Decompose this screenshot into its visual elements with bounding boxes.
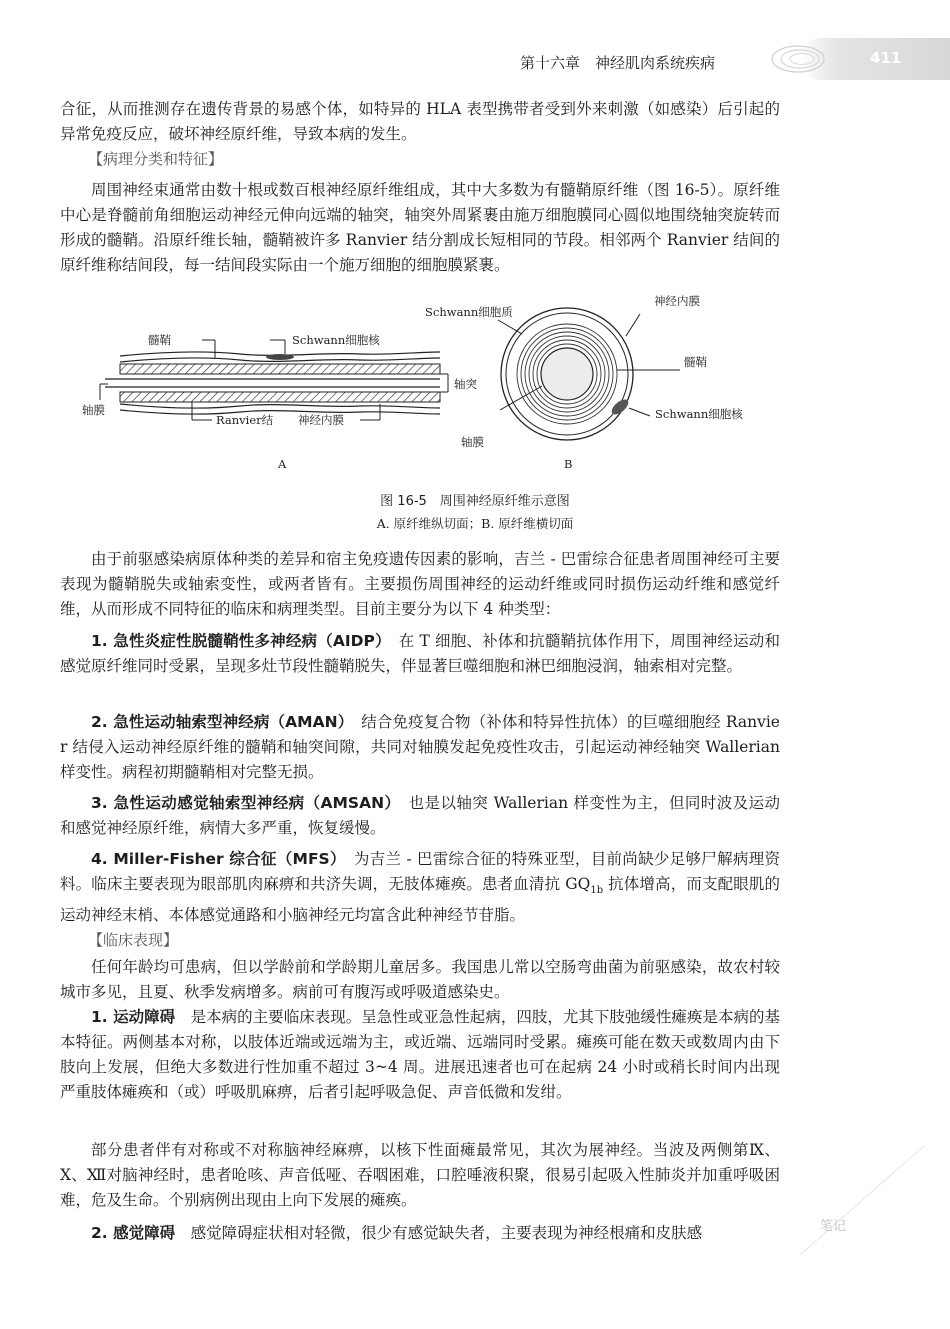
label-endoneurium-a: 神经内膜 bbox=[298, 413, 344, 427]
chapter-title: 第十六章 神经肌肉系统疾病 bbox=[520, 54, 716, 72]
item-text: 感觉障碍症状相对轻微，很少有感觉缺失者，主要表现为神经根痛和皮肤感 bbox=[190, 1224, 703, 1242]
paragraph: 合征，从而推测存在遗传背景的易感个体，如特异的 HLA 表型携带者受到外来刺激（如感染）后引起的异常免疫反应，破坏神经原纤维，导致本病的发生。 bbox=[60, 100, 780, 143]
figure-nerve-fiber-diagram bbox=[80, 292, 760, 482]
item-title: 2. 感觉障碍 bbox=[91, 1224, 176, 1242]
item-text: 也是以轴突 Wallerian 样变性为主，但同时波及运动和感觉神经原纤维，病情大多严重，恢复缓慢。 bbox=[60, 794, 781, 837]
list-item bbox=[60, 710, 780, 785]
list-item bbox=[60, 1221, 780, 1246]
paragraph: 周围神经束通常由数十根或数百根神经原纤维组成，其中大多数为有髓鞘原纤维（图 16-5）。原纤维中心是脊髓前角细胞运动神经元伸向远端的轴突，轴突外周紧裹由施万细胞膜同心圆似地围绕轴突旋转而形成的髓鞘。沿原纤维长轴，髓鞘被许多 Ranvier 结分割成长短相同的节段。相邻两个 Ranvier 结间的原纤维称结间段，每一结间段实际由一个施万细胞的细胞膜紧裹。 bbox=[60, 181, 780, 274]
list-item bbox=[60, 629, 780, 679]
margin-decoration-icon bbox=[790, 1140, 930, 1260]
subscript: 1b bbox=[590, 885, 604, 897]
section-heading: 【病理分类和特征】 bbox=[88, 150, 224, 168]
figure-subcaption: A. 原纤维纵切面；B. 原纤维横切面 bbox=[376, 516, 574, 531]
item-title: 2. 急性运动轴索型神经病（AMAN） bbox=[91, 713, 346, 731]
label-axolemma-b: 轴膜 bbox=[461, 435, 484, 449]
list-item bbox=[60, 791, 780, 841]
label-endoneurium-b: 神经内膜 bbox=[654, 294, 700, 308]
item-title: 1. 急性炎症性脱髓鞘性多神经病（AIDP） bbox=[91, 632, 384, 650]
figure-caption: 图 16-5 周围神经原纤维示意图 bbox=[380, 494, 570, 509]
label-ranvier: Ranvier结 bbox=[216, 413, 274, 427]
item-text: 抗体增高，而支配眼肌的运动神经末梢、本体感觉通路和小脑神经元均富含此种神经节苷脂。 bbox=[60, 875, 780, 925]
item-text: 结合免疫复合物（补体和特异性抗体）的巨噬细胞经 Ranvier 结侵入运动神经原纤维的髓鞘和轴突间隙，共同对轴膜发起免疫性攻击，引起运动神经轴突 Wallerian 样变性。病程初期髓鞘相对完整无损。 bbox=[60, 713, 780, 781]
panel-label-a: A bbox=[278, 457, 287, 471]
item-text: 为吉兰 - 巴雷综合征的特殊亚型，目前尚缺少足够尸解病理资料。临床主要表现为眼部肌肉麻痹和共济失调，无肢体瘫痪。患者血清抗 GQ bbox=[60, 850, 780, 893]
paragraph: 部分患者伴有对称或不对称脑神经麻痹，以核下性面瘫最常见，其次为展神经。当波及两侧第Ⅸ、Ⅹ、Ⅻ对脑神经时，患者呛咳、声音低哑、吞咽困难，口腔唾液积聚，很易引起吸入性肺炎并加重呼吸困难，危及生命。个别病例出现由上向下发展的瘫痪。 bbox=[60, 1141, 780, 1209]
list-item bbox=[60, 1005, 780, 1105]
label-myelin-b: 髓鞘 bbox=[684, 355, 707, 369]
margin-note-label: 笔记 bbox=[820, 1219, 847, 1234]
item-text: 是本病的主要临床表现。呈急性或亚急性起病，四肢，尤其下肢弛缓性瘫痪是本病的基本特征。两侧基本对称，以肢体近端或远端为主，或近端、远端同时受累。瘫痪可能在数天或数周内由下肢向上发展，但绝大多数进行性加重不超过 3~4 周。进展迅速者也可在起病 24 小时或稍长时间内出现严重肢体瘫痪和（或）呼吸肌麻痹，后者引起呼吸急促、声音低微和发绀。 bbox=[60, 1008, 780, 1101]
item-title: 1. 运动障碍 bbox=[91, 1008, 176, 1026]
label-schwann-nucleus-a: Schwann细胞核 bbox=[292, 333, 380, 347]
item-title: 3. 急性运动感觉轴索型神经病（AMSAN） bbox=[91, 794, 393, 812]
list-item bbox=[60, 847, 780, 928]
page-number: 411 bbox=[870, 49, 902, 67]
section-heading: 【临床表现】 bbox=[88, 931, 179, 949]
item-text: 在 T 细胞、补体和抗髓鞘抗体作用下，周围神经运动和感觉原纤维同时受累，呈现多灶节段性髓鞘脱失，伴显著巨噬细胞和淋巴细胞浸润，轴索相对完整。 bbox=[60, 632, 780, 675]
label-schwann-cytoplasm: Schwann细胞质 bbox=[425, 305, 513, 319]
cross-section-diagram bbox=[498, 308, 680, 440]
spiral-ornament-icon bbox=[768, 42, 828, 76]
longitudinal-section-diagram bbox=[100, 340, 448, 420]
paragraph: 由于前驱感染病原体种类的差异和宿主免疫遗传因素的影响，吉兰 - 巴雷综合征患者周围神经可主要表现为髓鞘脱失或轴索变性，或两者皆有。主要损伤周围神经的运动纤维或同时损伤运动纤维和感觉纤维，从而形成不同特征的临床和病理类型。目前主要分为以下 4 种类型： bbox=[60, 550, 780, 618]
item-title: 4. Miller-Fisher 综合征（MFS） bbox=[91, 850, 339, 868]
label-axolemma-a: 轴膜 bbox=[82, 403, 105, 417]
panel-label-b: B bbox=[564, 457, 573, 471]
paragraph: 任何年龄均可患病，但以学龄前和学龄期儿童居多。我国患儿常以空肠弯曲菌为前驱感染，故农村较城市多见，且夏、秋季发病增多。病前可有腹泻或呼吸道感染史。 bbox=[60, 958, 780, 1001]
label-myelin-a: 髓鞘 bbox=[148, 333, 171, 347]
label-axon-a: 轴突 bbox=[454, 377, 477, 391]
label-schwann-nucleus-b: Schwann细胞核 bbox=[655, 407, 743, 421]
